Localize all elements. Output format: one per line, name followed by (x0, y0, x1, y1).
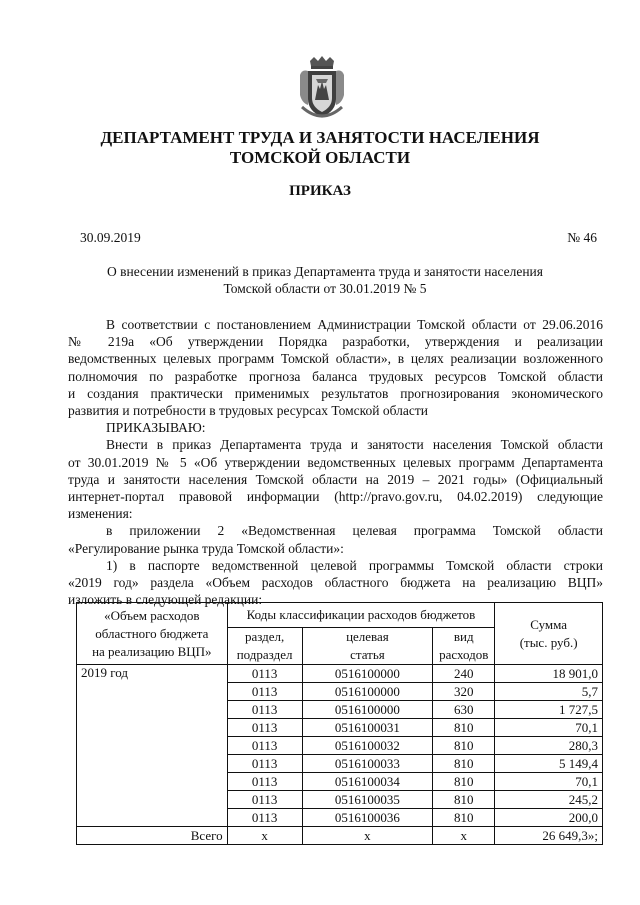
vid-cell: 810 (433, 737, 495, 755)
budget-table (76, 602, 603, 845)
body-line: № 219а «Об утверждении Порядка разработки, утверждения и реализации (68, 334, 603, 350)
sum-cell: 1 727,5 (495, 701, 603, 719)
razdel-cell: 0113 (227, 701, 302, 719)
sum-cell: 245,2 (495, 791, 603, 809)
header-codes-cell: Коды классификации расходов бюджетов (227, 603, 495, 628)
header-sum-cell (495, 603, 603, 665)
header-text: областного бюджета (95, 625, 209, 641)
sum-cell: 70,1 (495, 719, 603, 737)
razdel-cell: 0113 (227, 719, 302, 737)
body-line: и создания практически применимых результатов прогнозирования экономического (68, 385, 603, 401)
header-text: целевая (346, 629, 389, 644)
order-date: 30.09.2019 (80, 230, 141, 245)
vid-cell: 810 (433, 791, 495, 809)
razdel-cell: 0113 (227, 809, 302, 827)
body-line: Внести в приказ Департамента труда и занятости населения Томской области (106, 437, 603, 453)
body-line: в приложении 2 «Ведомственная целевая программа Томской области (106, 523, 603, 539)
statya-cell: х (302, 827, 433, 845)
body-line: ведомственных целевых программ Томской области», в целях реализации возложенного (68, 351, 603, 367)
total-label-cell: Всего (77, 827, 228, 845)
razdel-cell: 0113 (227, 737, 302, 755)
sum-cell: 18 901,0 (495, 665, 603, 683)
department-name-line2: ТОМСКОЙ ОБЛАСТИ (229, 148, 411, 167)
razdel-cell: 0113 (227, 683, 302, 701)
subject-line1: О внесении изменений в приказ Департамента труда и занятости населения (106, 264, 543, 279)
razdel-cell: 0113 (227, 665, 302, 683)
subheader-statya (302, 628, 433, 665)
statya-cell: 0516100000 (302, 683, 433, 701)
order-number: № 46 (567, 230, 597, 245)
table-row (77, 665, 603, 683)
vid-cell: 810 (433, 773, 495, 791)
sum-cell: 5 149,4 (495, 755, 603, 773)
department-name-line1: ДЕПАРТАМЕНТ ТРУДА И ЗАНЯТОСТИ НАСЕЛЕНИЯ (100, 128, 540, 147)
body-line: труда и занятости населения Томской области на 2019 – 2021 годы» (Официальный (68, 471, 603, 487)
doc-type-title: ПРИКАЗ (289, 183, 351, 199)
vid-cell: х (433, 827, 495, 845)
vid-cell: 630 (433, 701, 495, 719)
header-text: расходов (439, 647, 489, 662)
vid-cell: 810 (433, 755, 495, 773)
body-line: развития и потребности в трудовых ресурсах Томской области (68, 403, 429, 419)
year-cell: 2019 год (77, 665, 228, 827)
statya-cell: 0516100036 (302, 809, 433, 827)
sum-cell: 70,1 (495, 773, 603, 791)
subheader-razdel (227, 628, 302, 665)
body-line: интернет-портал правовой информации (http://pravo.gov.ru, 04.02.2019) следующие (68, 489, 603, 505)
body-line: полномочия по разработке прогноза баланса трудовых ресурсов Томской области (68, 368, 603, 384)
razdel-cell: х (227, 827, 302, 845)
vid-cell: 240 (433, 665, 495, 683)
total-sum-cell: 26 649,3»; (495, 827, 603, 845)
statya-cell: 0516100000 (302, 665, 433, 683)
subheader-vid (433, 628, 495, 665)
statya-cell: 0516100032 (302, 737, 433, 755)
header-text: Сумма (530, 616, 568, 632)
sum-cell: 200,0 (495, 809, 603, 827)
table-header-row (77, 603, 603, 628)
statya-cell: 0516100000 (302, 701, 433, 719)
header-text: подраздел (236, 647, 293, 662)
header-text: «Объем расходов (104, 607, 200, 623)
subject-line2: Томской области от 30.01.2019 № 5 (223, 281, 427, 296)
header-text: на реализацию ВЦП» (92, 643, 212, 659)
vid-cell: 810 (433, 719, 495, 737)
header-volume-cell (77, 603, 228, 665)
order-word: ПРИКАЗЫВАЮ: (106, 420, 206, 436)
razdel-cell: 0113 (227, 773, 302, 791)
body-line: 1) в паспорте ведомственной целевой программы Томской области строки (106, 557, 603, 573)
coat-of-arms-icon (296, 55, 348, 123)
body-line: от 30.01.2019 № 5 «Об утверждении ведомственных целевых программ Департамента (68, 454, 603, 470)
statya-cell: 0516100031 (302, 719, 433, 737)
razdel-cell: 0113 (227, 755, 302, 773)
header-text: статья (350, 647, 385, 662)
vid-cell: 810 (433, 809, 495, 827)
statya-cell: 0516100035 (302, 791, 433, 809)
statya-cell: 0516100033 (302, 755, 433, 773)
sum-cell: 280,3 (495, 737, 603, 755)
statya-cell: 0516100034 (302, 773, 433, 791)
body-line: изменения: (68, 506, 133, 522)
sum-cell: 5,7 (495, 683, 603, 701)
body-line: В соответствии с постановлением Администрации Томской области от 29.06.2016 (106, 317, 603, 332)
body-line: изложить в следующей редакции: (68, 592, 263, 608)
body-line: «Регулирование рынка труда Томской области»: (68, 540, 344, 556)
header-text: раздел, (244, 629, 285, 644)
body-line: «2019 год» раздела «Объем расходов областного бюджета на реализацию ВЦП» (68, 575, 603, 591)
table-total-row (77, 827, 603, 845)
document-body (68, 316, 603, 608)
razdel-cell: 0113 (227, 791, 302, 809)
header-text: (тыс. руб.) (519, 634, 578, 650)
vid-cell: 320 (433, 683, 495, 701)
header-text: вид (453, 629, 474, 644)
